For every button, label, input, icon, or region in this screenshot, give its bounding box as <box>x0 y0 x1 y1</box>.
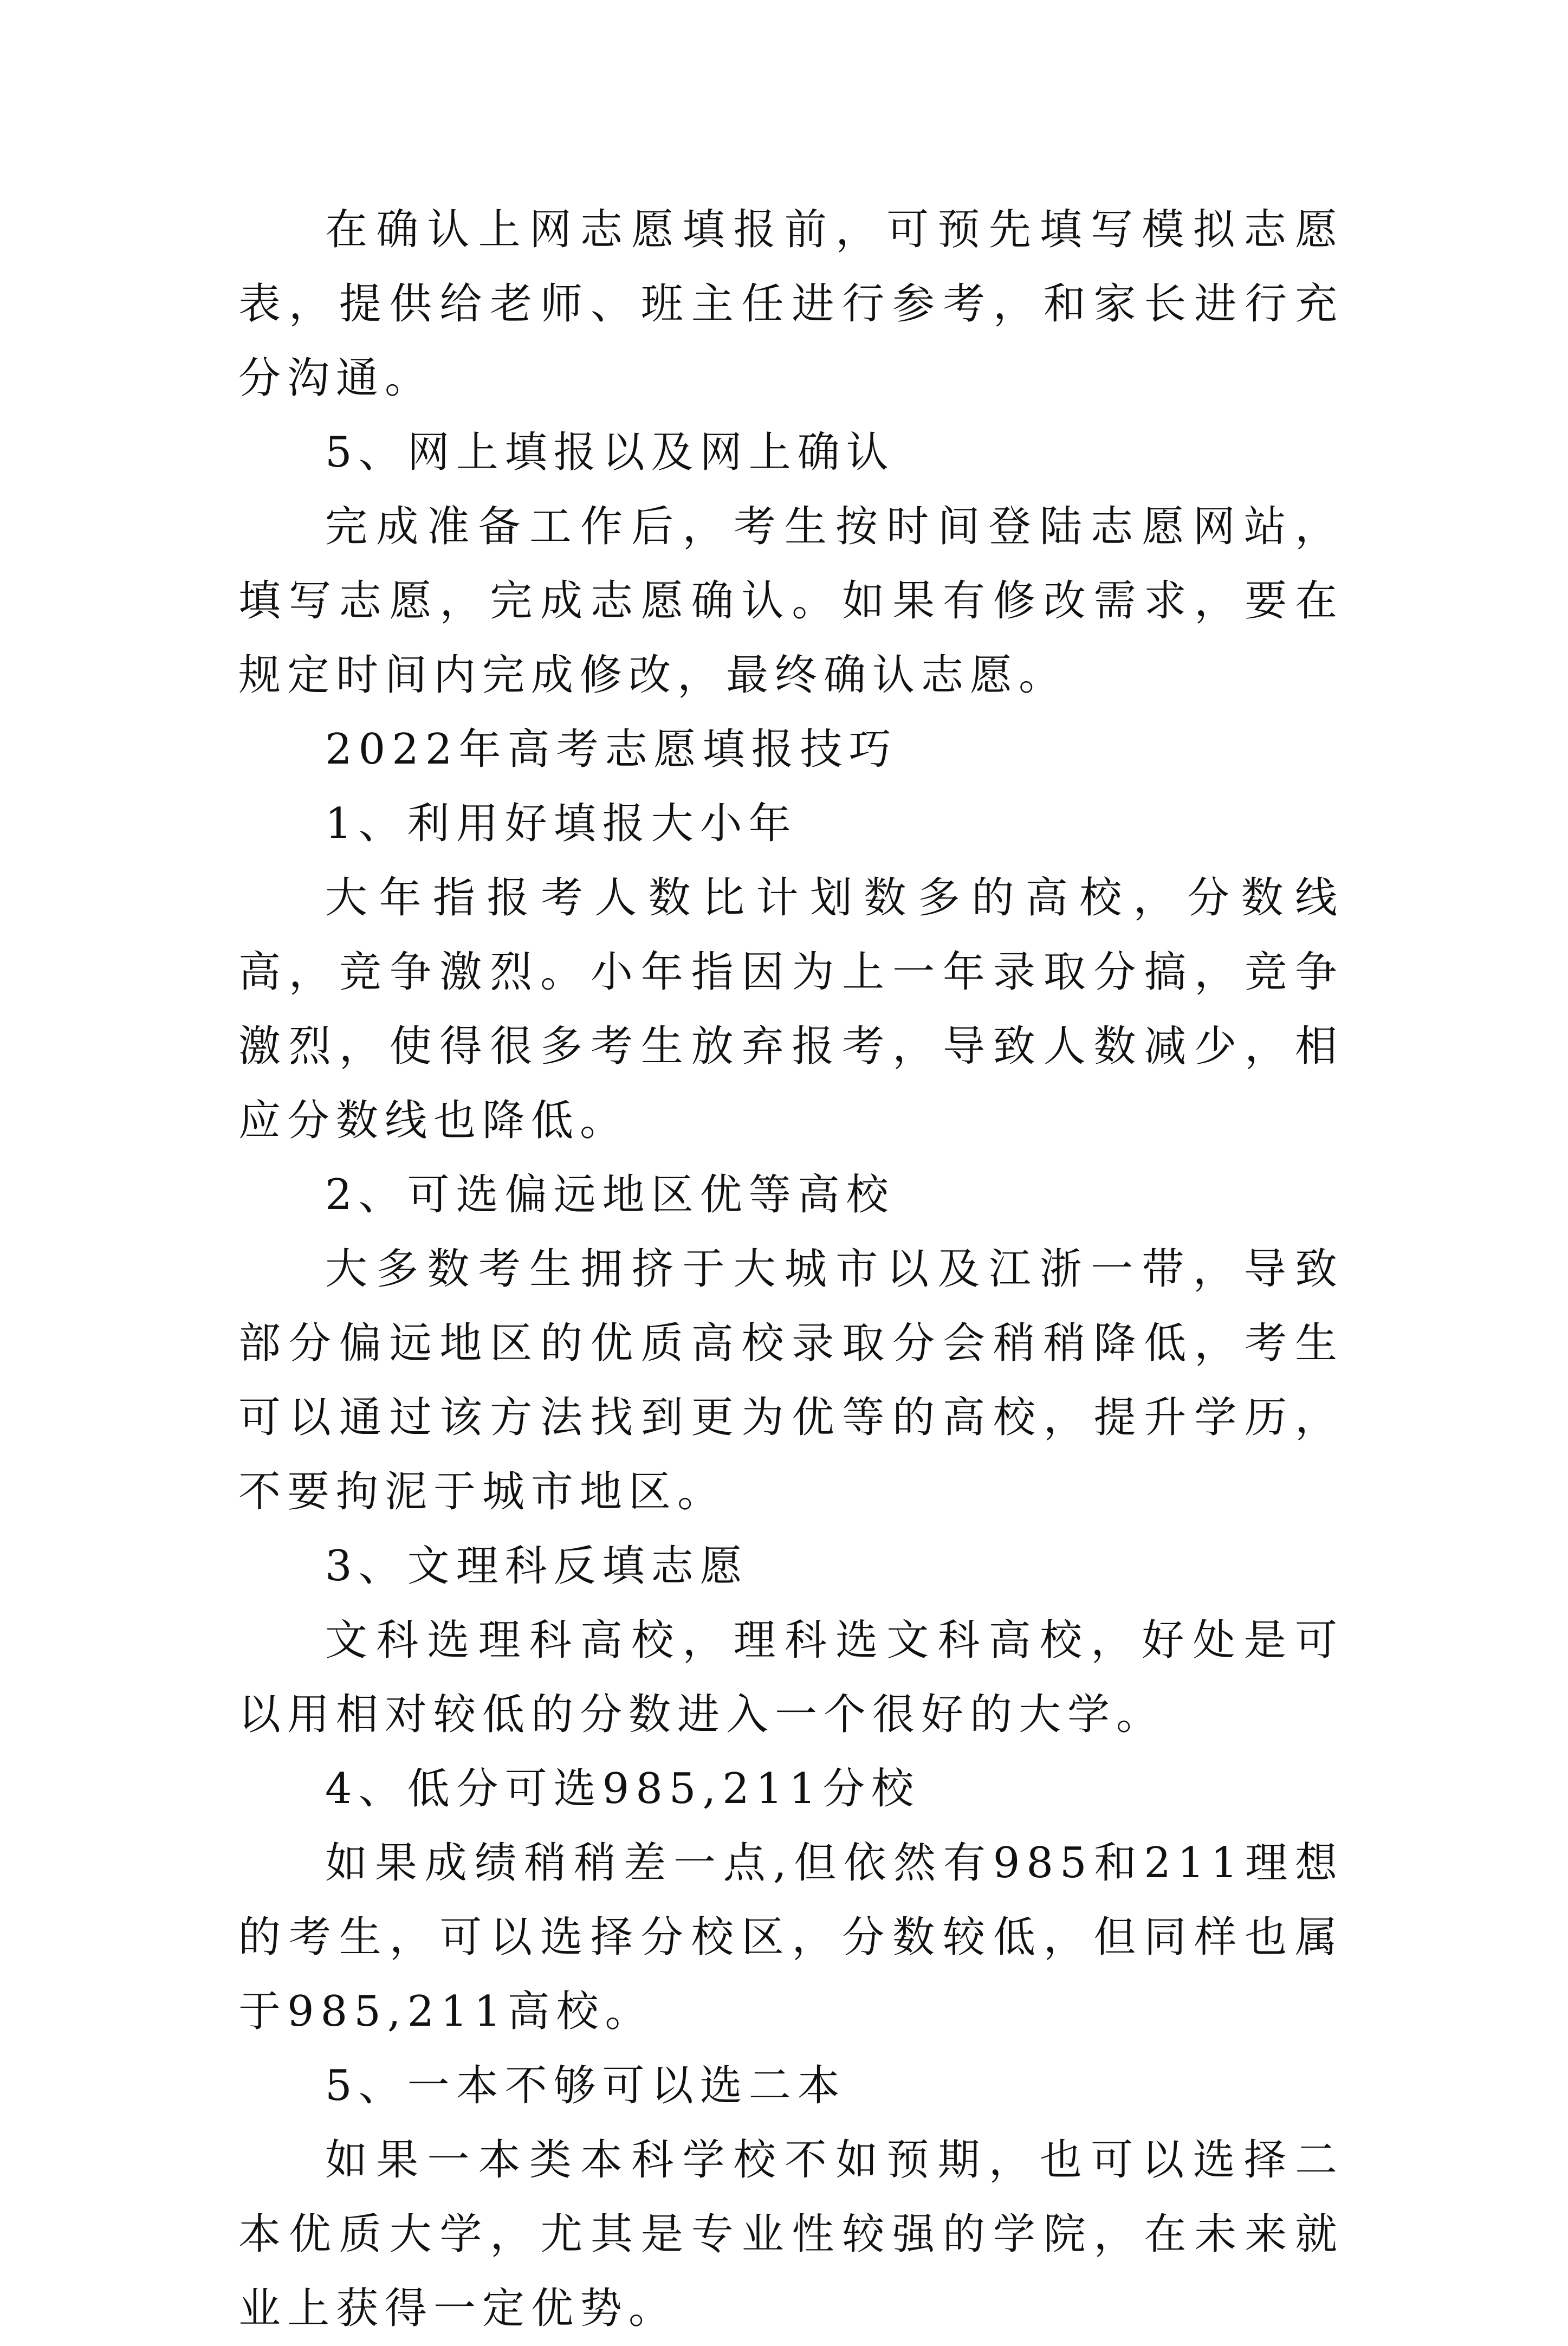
paragraph-tip-3: 文科选理科高校，理科选文科高校，好处是可以用相对较低的分数进入一个很好的大学。 <box>238 1616 1344 1739</box>
paragraph-tip-5: 如果一本类本科学校不如预期，也可以选择二本优质大学，尤其是专业性较强的学院，在未来就业上获得一定优势。 <box>238 2136 1344 2333</box>
paragraph-mock-form: 在确认上网志愿填报前，可预先填写模拟志愿表，提供给老师、班主任进行参考，和家长进行充分沟通。 <box>238 205 1344 403</box>
heading-tip-4: 4、低分可选985,211分校 <box>325 1765 921 1813</box>
heading-tips: 2022年高考志愿填报技巧 <box>325 725 898 774</box>
heading-tip-1: 1、利用好填报大小年 <box>325 799 798 848</box>
heading-tip-5: 5、一本不够可以选二本 <box>325 2061 846 2110</box>
heading-online-submit: 5、网上填报以及网上确认 <box>325 428 895 477</box>
paragraph-tip-4: 如果成绩稍稍差一点,但依然有985和211理想的考生，可以选择分校区，分数较低，但同样也属于985,211高校。 <box>238 1839 1344 2036</box>
paragraph-tip-1: 大年指报考人数比计划数多的高校，分数线高，竞争激烈。小年指因为上一年录取分搞，竞争激烈，使得很多考生放弃报考，导致人数减少，相应分数线也降低。 <box>238 874 1344 1145</box>
document-body <box>238 193 1344 2346</box>
paragraph-tip-2: 大多数考生拥挤于大城市以及江浙一带，导致部分偏远地区的优质高校录取分会稍稍降低，考生可以通过该方法找到更为优等的高校，提升学历，不要拘泥于城市地区。 <box>238 1245 1344 1516</box>
paragraph-online-submit: 完成准备工作后，考生按时间登陆志愿网站，填写志愿，完成志愿确认。如果有修改需求，要在规定时间内完成修改，最终确认志愿。 <box>238 502 1344 700</box>
heading-tip-2: 2、可选偏远地区优等高校 <box>325 1171 895 1219</box>
heading-tip-3: 3、文理科反填志愿 <box>325 1542 749 1591</box>
